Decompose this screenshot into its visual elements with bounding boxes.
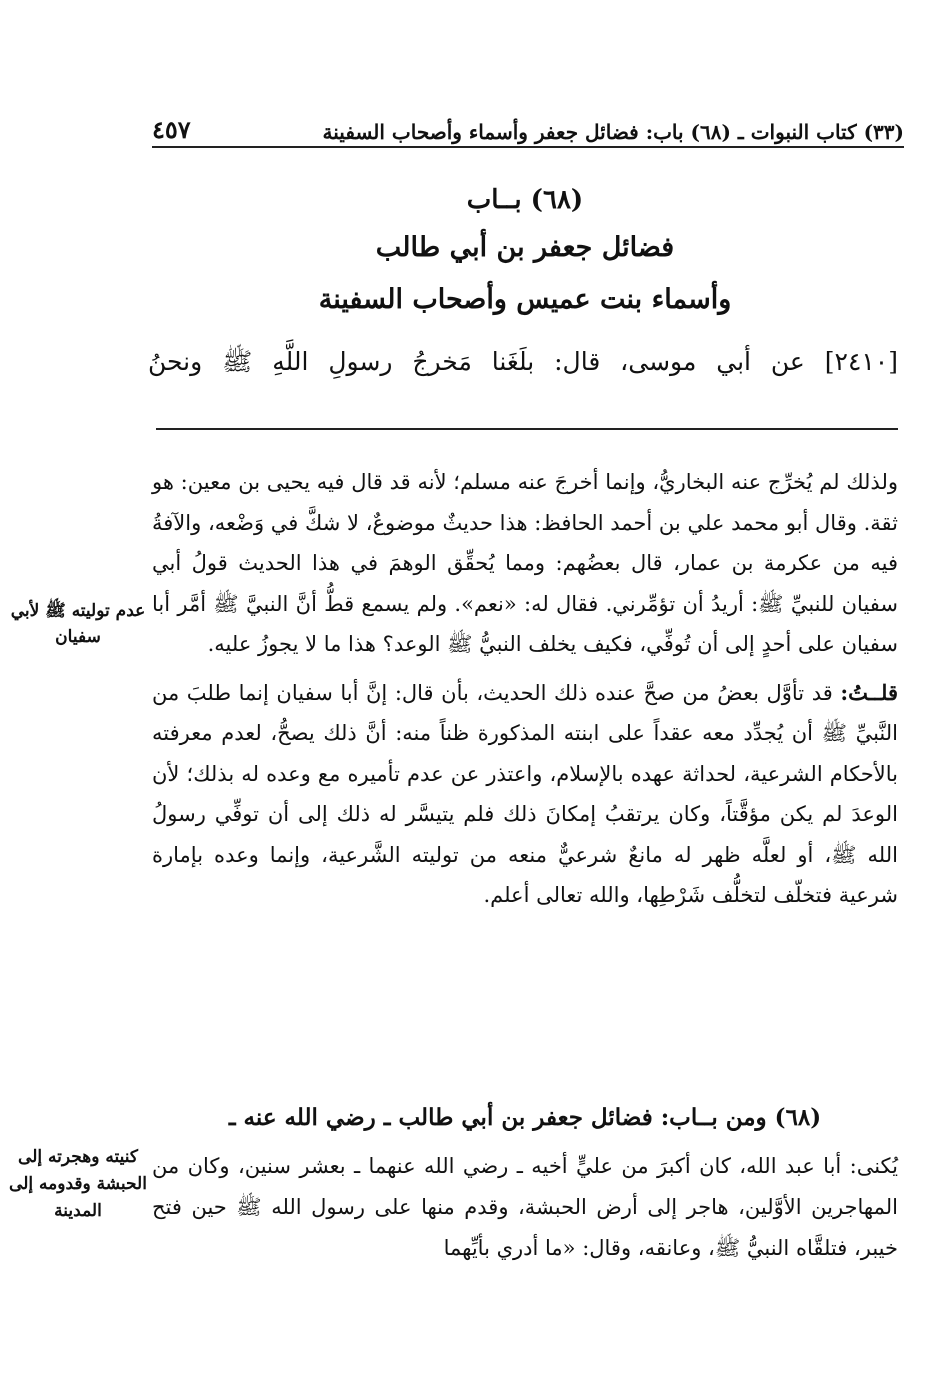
commentary-paragraph-2-text: قد تأوَّل بعضُ من صحَّ عنده ذلك الحديث، بأن قال: إنَّ أبا سفيان إنما طلبَ من النَّبيِّ ﷺ أن يُجدِّد معه عقداً على ابنته المذكورة ظناً منه: أنَّ ذلك يصحُّ، لعدم معرفته بالأحكام الشرعية، لحداثة عهده بالإسلام، واعتذر عن عدم تأميره مع وعده له بذلك؛ لأن الوعدَ لم يكن مؤقَّتاً، وكان يرتقبُ إمكانَ ذلك فلم يتيسَّر له ذلك إلى أن توفِّي رسولُ الله ﷺ، أو لعلَّه ظهر له مانعٌ شرعيٌّ منعه من توليته الشَّرعية، وإنما وعده بإمارة شرعية فتخلّف لتخلُّف شَرْطِها، والله تعالى أعلم. (152, 680, 898, 907)
chapter-title-line-2: وأسماء بنت عميس وأصحاب السفينة (318, 284, 732, 315)
footnote-divider (156, 428, 898, 430)
chapter-heading (152, 178, 898, 326)
header-divider (152, 146, 904, 148)
section-heading: (٦٨) ومن بــاب: فضائل جعفر بن أبي طالب ـ رضي الله عنه ـ (228, 1104, 822, 1131)
chapter-title-line-1: فضائل جعفر بن أبي طالب (375, 232, 675, 263)
biography-text: يُكنى: أبا عبد الله، كان أكبرَ من عليٍّ أخيه ـ رضي الله عنهما ـ بعشر سنين، وكان من المهاجرين الأوَّلين، هاجر إلى أرض الحبشة، وقدم منها على رسول الله ﷺ حين فتح خيبر، فتلقَّاه النبيُّ ﷺ، وعانقه، وقال: «ما أدري بأيِّهما (152, 1154, 898, 1260)
chapter-number: (٦٨) بــاب (466, 185, 584, 215)
margin-note-2: كنيته وهجرته إلى الحبشة وقدومه إلى المدينة (9, 1147, 147, 1221)
running-head (152, 108, 904, 144)
running-title: (٣٣) كتاب النبوات ـ (٦٨) باب: فضائل جعفر وأسماء وأصحاب السفينة (322, 120, 904, 144)
biography (152, 1146, 898, 1269)
qultu-lead: قلــتُ: (840, 679, 898, 705)
hadith-text: [٢٤١٠] عن أبي موسى، قال: بلَغَنا مَخرجُ رسولِ اللَّهِ ﷺ ونحنُ (148, 347, 898, 376)
commentary-paragraph-1: ولذلك لم يُخرِّج عنه البخاريُّ، وإنما أخرجَ عنه مسلم؛ لأنه قد قال فيه يحيى بن معين: هو ثقة. وقال أبو محمد علي بن أحمد الحافظ: هذا حديثٌ موضوعٌ، لا شكَّ في وَضْعه، والآفةُ فيه من عكرمة بن عمار، قال بعضُهم: ومما يُحقِّق الوهمَ في هذا الحديث قولُ أبي سفيان للنبيِّ ﷺ: أريدُ أن تؤمِّرني. فقال له: «نعم». ولم يسمع قطُّ أنَّ النبيَّ ﷺ أمَّر أبا سفيان على أحدٍ إلى أن تُوفِّي، فكيف يخلف النبيُّ ﷺ الوعد؟ هذا ما لا يجوزُ عليه. (152, 470, 898, 656)
commentary (152, 462, 898, 916)
margin-note-1: عدم توليته ﷺ لأبي سفيان (10, 601, 146, 647)
page-number: ٤٥٧ (152, 115, 191, 144)
commentary-paragraph-2 (152, 673, 898, 916)
